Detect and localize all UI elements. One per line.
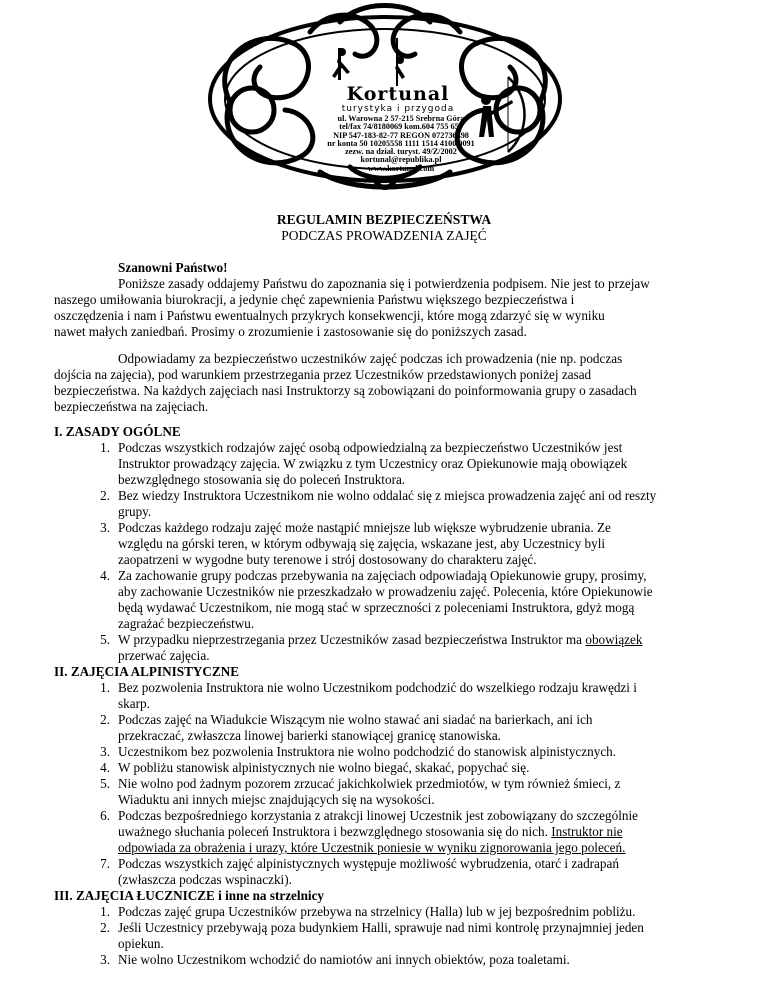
item-line: Bez wiedzy Instruktora Uczestnikom nie wolno oddalać się z miejsca prowadzenia zajęć ani od reszty [118, 488, 657, 503]
intro-line: oszczędzenia i nam i Państwu ewentualnych przykrych konsekwencji, które mogą zdarzyć się w wyniku [54, 308, 605, 323]
item-line: W pobliżu stanowisk alpinistycznych nie wolno biegać, skakać, popychać się. [118, 760, 530, 775]
item-number: 3. [100, 744, 110, 759]
item-line: Bez pozwolenia Instruktora nie wolno Uczestnikom podchodzić do wszelkiego rodzaju krawędzi i [118, 680, 637, 695]
section-heading: III. ZAJĘCIA ŁUCZNICZE i inne na strzelnicy [54, 888, 325, 903]
intro-line: Poniższe zasady oddajemy Państwu do zapoznania się i potwierdzenia podpisem. Nie jest to przejaw [118, 276, 650, 291]
item-line: przerwać zajęcia. [118, 648, 210, 663]
item-line: Podczas każdego rodzaju zajęć może nastąpić mniejsze lub większe wybrudzenie ubrania. Ze [118, 520, 611, 535]
item-line: opiekun. [118, 936, 164, 951]
intro-line: bezpieczeństwa. Na każdych zajęciach nasi Instruktorzy są zobowiązani do poinformowania grupy o zasadach [54, 383, 637, 398]
contact-line: NIP 547-183-82-77 REGON 072736498 [333, 130, 469, 140]
brand-name: Kortunal [346, 83, 450, 105]
item-line: aby zachowanie Uczestników nie przeszkadzało w prowadzeniu zajęć. Polecenia, które Opiekunowie [118, 584, 653, 599]
intro-line: nawet małych zaniedbań. Prosimy o zrozumienie i zastosowanie się do poniższych zasad. [54, 324, 527, 339]
item-number: 7. [100, 856, 110, 871]
item-number: 3. [100, 520, 110, 535]
underlined-text: Instruktor nie [551, 824, 623, 839]
item-number: 5. [100, 632, 110, 647]
item-line: Podczas bezpośredniego korzystania z atrakcji linowej Uczestnik jest zobowiązany do szczególnie [118, 808, 638, 823]
item-line: Jeśli Uczestnicy przebywają poza budynkiem Halli, sprawuje nad nimi kontrolę przynajmniej jeden [118, 920, 644, 935]
section-heading: II. ZAJĘCIA ALPINISTYCZNE [54, 664, 240, 679]
greeting: Szanowni Państwo! [118, 260, 228, 275]
item-line: Podczas wszystkich rodzajów zajęć osobą odpowiedzialną za bezpieczeństwo Uczestników jest [118, 440, 623, 455]
intro-line: dojścia na zajęcia), pod warunkiem przestrzegania przez Uczestników przedstawionych poniżej zasad [54, 367, 592, 382]
intro-line: Odpowiadamy za bezpieczeństwo uczestników zajęć podczas ich prowadzenia (nie np. podczas [118, 351, 623, 366]
intro-line: bezpieczeństwa na zajęciach. [54, 399, 209, 414]
contact-line: www.kortunal.com [367, 163, 435, 173]
contact-line: tel/fax 74/8180069 kom.604 755 659 [339, 122, 463, 132]
brand-block [318, 84, 478, 114]
item-line: zaopatrzeni w wygodne buty terenowe i strój dostosowany do charakteru zajęć. [118, 552, 537, 567]
item-number: 1. [100, 680, 110, 695]
underlined-text: obowiązek [585, 632, 643, 647]
item-number: 6. [100, 808, 110, 823]
item-line: Instruktor prowadzący zajęcia. W związku z tym Uczestnicy oraz Opiekunowie mają obowiązek [118, 456, 628, 471]
item-line: przekraczać, zwłaszcza linowej barierki stanowiącej granicę stanowiska. [118, 728, 501, 743]
item-line [118, 824, 623, 840]
item-line: Podczas zajęć na Wiadukcie Wiszącym nie wolno stawać ani siadać na barierkach, ani ich [118, 712, 593, 727]
item-number: 1. [100, 904, 110, 919]
item-number: 5. [100, 776, 110, 791]
item-line: będą wydawać Uczestnikom, nie mogą stać w sprzeczności z poleceniami Instruktora, gdyż mogą [118, 600, 635, 615]
item-number: 2. [100, 488, 110, 503]
item-line: Wiaduktu ani innych miejsc znajdujących się na wysokości. [118, 792, 435, 807]
item-line: Uczestnikom bez pozwolenia Instruktora nie wolno podchodzić do stanowisk alpinistycznych. [118, 744, 617, 759]
contact-line: zezw. na dział. turyst. 49/Z/2002 [345, 147, 457, 157]
item-line: Nie wolno Uczestnikom wchodzić do namiotów ani innych obiektów, poza toaletami. [118, 952, 570, 967]
item-line [118, 632, 642, 648]
item-number: 2. [100, 712, 110, 727]
item-line: zagrażać bezpieczeństwu. [118, 616, 255, 631]
item-number: 4. [100, 568, 110, 583]
item-text: W przypadku nieprzestrzegania przez Uczestników zasad bezpieczeństwa Instruktor ma [118, 632, 586, 647]
item-line: grupy. [118, 504, 152, 519]
item-number: 3. [100, 952, 110, 967]
brand-subtitle: turystyka i przygoda [341, 104, 455, 114]
item-line: bezwzględnego stosowania się do poleceń Instruktora. [118, 472, 406, 487]
kortunal-logo [190, 2, 580, 192]
item-line: Podczas zajęć grupa Uczestników przebywa na strzelnicy (Halla) lub w jej bezpośrednim pobliżu. [118, 904, 636, 919]
underlined-text: odpowiada za obrażenia i urazy, które Uczestnik poniesie w wyniku zignorowania jego poleceń. [118, 840, 626, 855]
contact-line: nr konta 50 10205558 1111 1514 4100 0091 [327, 138, 475, 148]
section-heading: I. ZASADY OGÓLNE [54, 424, 181, 439]
item-number: 4. [100, 760, 110, 775]
item-line: Nie wolno pod żadnym pozorem zrzucać jakichkolwiek przedmiotów, w tym również śmieci, z [118, 776, 621, 791]
item-text: uważnego słuchania poleceń Instruktora i bezwzględnego stosowania się do nich. [118, 824, 552, 839]
item-line: względu na górski teren, w którym odbywają się zajęcia, wskazane jest, aby Uczestnicy byli [118, 536, 606, 551]
document-title: REGULAMIN BEZPIECZEŃSTWA [276, 212, 492, 227]
contact-line: kortunal@republika.pl [360, 155, 442, 165]
item-line: (zwłaszcza podczas wspinaczki). [118, 872, 292, 887]
document-subtitle: PODCZAS PROWADZENIA ZAJĘĆ [281, 228, 487, 243]
contact-info [308, 115, 494, 173]
item-line: Za zachowanie grupy podczas przebywania na zajęciach odpowiadają Opiekunowie grupy, prosimy, [118, 568, 647, 583]
item-line: skarp. [118, 696, 150, 711]
item-number: 2. [100, 920, 110, 935]
item-line: Podczas wszystkich zajęć alpinistycznych występuje możliwość wybrudzenia, otarć i zadrapań [118, 856, 619, 871]
contact-line: ul. Warowna 2 57-215 Srebrna Góra [337, 114, 465, 123]
item-number: 1. [100, 440, 110, 455]
intro-line: naszego umiłowania biurokracji, a jedynie chęć zapewnienia Państwu większego bezpieczeństwa i [54, 292, 575, 307]
